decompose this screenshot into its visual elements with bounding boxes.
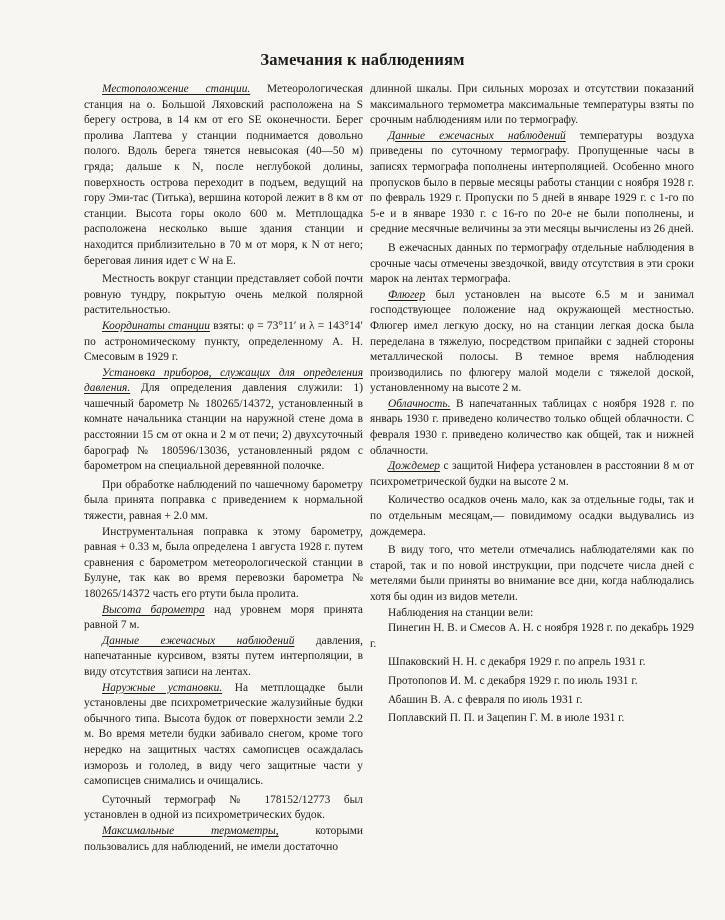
paragraph-text: В ежечасных данных по термографу отдельные наблюдения в срочные часы отмечены звездочкой, ввиду отсутствия в эти сроки марок на лентах термографа.	[370, 241, 694, 286]
section-lead: Установка приборов, служащих для определения давления.	[84, 366, 363, 395]
observer-entry	[370, 711, 694, 727]
paragraph-text: взяты: φ = 73°11′ и λ = 143°14′ по астрономическому пункту, определенному А. Н. Смесовым в 1929 г.	[84, 319, 363, 364]
paragraph	[84, 824, 363, 855]
section-lead: Максимальные термометры,	[102, 824, 279, 837]
paragraph-text: которыми пользовались для наблюдений, не имели достаточно	[84, 824, 363, 853]
paragraph	[370, 129, 694, 238]
section-lead: Облачность.	[388, 397, 451, 410]
paragraph-text: В напечатанных таблицах с ноября 1928 г. по январь 1930 г. приведено количество только общей облачности. С февраля 1930 г. приведено количество как общей, так и нижней облачности.	[370, 397, 694, 457]
paragraph-text: Наблюдения на станции вели:	[388, 606, 534, 619]
observer-entry	[370, 655, 694, 671]
paragraph	[84, 272, 363, 319]
paragraph	[370, 493, 694, 540]
paragraph-text: Протопопов И. М. с декабря 1929 г. по июль 1931 г.	[388, 674, 638, 687]
paragraph-text: Для определения давления служили: 1) чашечный барометр № 180265/14372, установленный в комнате начальника станции на наружной стене дома в расстоянии 15 см от окна и 2 м от печи; 2) двухсуточный барограф № 180596/13036, установленный рядом с барометром на специальной деревянной полочке.	[84, 382, 363, 473]
paragraph-text: над уровнем моря принята равной 7 м.	[84, 603, 363, 632]
paragraph	[84, 366, 363, 475]
paragraph	[370, 543, 694, 605]
paragraph-text: длинной шкалы. При сильных морозах и отсутствии показаний максимального термометра максимальные температуры взяты по срочным наблюдениям или по термографу.	[370, 83, 694, 127]
paragraph	[84, 525, 363, 603]
paragraph-text: При обработке наблюдений по чашечному барометру была принята поправка с приведением к нормальной тяжести, равная + 2.0 мм.	[84, 478, 363, 523]
paragraph	[84, 681, 363, 790]
paragraph-text: Пинегин Н. В. и Смесов А. Н. с ноября 1928 г. по декабрь 1929 г.	[370, 622, 694, 650]
observer-entry	[370, 674, 694, 690]
paragraph-text: температуры воздуха приведены по суточному термографу. Пропущенные часы в записях термографа пополнены интерполяцией. Особенно много пропусков было в первые месяцы работы станции с ноября 1928 г. по февраль 1929 г. Пропуски по 5 дней в январе 1929 г. с 1-го по 5-е и в январе 1930 г. с 16-го по 20-е не были пополнены, и средние месячные величины за эти месяцы вычислены из 26 дней.	[370, 129, 694, 236]
section-lead: Координаты станции	[102, 319, 210, 332]
paragraph-text: На метплощадке были установлены две психрометрические жалузийные будки обычного типа. Высота будок от поверхности земли 2.2 м. Во время метели будки забивало снегом, кроме того нередко на защитных частях самописцев осаждалась изморозь и гололед, в виду чего защитные части у самописцев снимались и очищались.	[84, 681, 363, 788]
paragraph-text: Местность вокруг станции представляет собой почти ровную тундру, покрытую очень мелкой полярной растительностью.	[84, 273, 363, 317]
section-lead: Дождемер	[388, 460, 440, 473]
paragraph-text: Поплавский П. П. и Зацепин Г. М. в июле 1931 г.	[388, 712, 625, 725]
paragraph	[370, 459, 694, 490]
paragraph	[370, 82, 694, 129]
paragraph	[84, 603, 363, 634]
observer-entry	[370, 621, 694, 652]
paragraph-text: Количество осадков очень мало, как за отдельные годы, так и по отдельным месяцам,— повидимому осадки выдувались из дождемера.	[370, 494, 694, 538]
paragraph	[84, 793, 363, 824]
paragraph	[84, 319, 363, 366]
paragraph	[84, 82, 363, 269]
paragraph	[370, 606, 694, 622]
paragraph	[84, 634, 363, 681]
paragraph-text: Инструментальная поправка к этому барометру, равная + 0.33 м, была определена 1 августа 1928 г. путем сравнения с барометром метеорологической станции в Булуне, так как во время перевозки барометра № 180265/14372 часть его ртути была пролита.	[84, 525, 363, 600]
paragraph-text: Абашин В. А. с февраля по июль 1931 г.	[388, 693, 583, 706]
paragraph-text: был установлен на высоте 6.5 м и занимал господствующее положение над окружающей местностью. Флюгер имел легкую доску, но на станции легкая доска была переделана в тяжелую, посредством припайки с задней стороны металлической полосы. В темное время наблюдения производились по флюгеру малой модели с тяжелой доской, установленному на высоте 2 м.	[370, 288, 694, 395]
section-lead: Данные ежечасных наблюдений	[388, 129, 566, 142]
paragraph	[370, 288, 694, 397]
paragraph	[370, 241, 694, 288]
paragraph-text: с защитой Нифера установлен в расстоянии 8 м от психрометрической будки на высоте 2 м.	[370, 460, 694, 488]
page-title: Замечания к наблюдениям	[260, 50, 465, 69]
paragraph-text: давления, напечатанные курсивом, взяты путем интерполяции, в виду отсутствия записи на лентах.	[84, 634, 363, 678]
section-lead: Местоположение станции.	[102, 83, 251, 95]
left-column	[84, 82, 363, 855]
paragraph	[84, 478, 363, 525]
paragraph-text: В виду того, что метели отмечались наблюдателями как по старой, так и по новой инструкции, при подсчете числа дней с метелями были приняты во внимание все дни, когда наблюдались хотя бы один из видов метели.	[370, 544, 694, 603]
section-lead: Высота барометра	[102, 603, 205, 616]
right-column	[370, 82, 694, 882]
paragraph-text: Суточный термограф № 178152/12773 был установлен в одной из психрометрических будок.	[84, 793, 363, 822]
section-lead: Флюгер	[388, 288, 426, 301]
section-lead: Данные ежечасных наблюдений	[102, 634, 295, 647]
paragraph-text: Метеорологическая станция на о. Большой Ляховский расположена на S берегу острова, в 14 км от его SE оконечности. Берег пролива Лаптева у станции поднимается довольно полого. Вдоль берега тянется невысокая (40—50 м) гряда; дальше к N, после неглубокой долины, поверхность острова переходит в подъем, ведущий на гору Эми-тас (Титька), вершина которой лежит в 8 км от станции. Высота горы около 600 м. Метплощадка расположена несколько выше здания станции и находится приблизительно в 70 м от моря, к N от него; береговая линия идет с W на E.	[84, 83, 363, 267]
observer-entry	[370, 693, 694, 709]
paragraph-text: Шпаковский Н. Н. с декабря 1929 г. по апрель 1931 г.	[388, 656, 646, 669]
paragraph	[370, 397, 694, 459]
section-lead: Наружные установки.	[102, 681, 223, 694]
